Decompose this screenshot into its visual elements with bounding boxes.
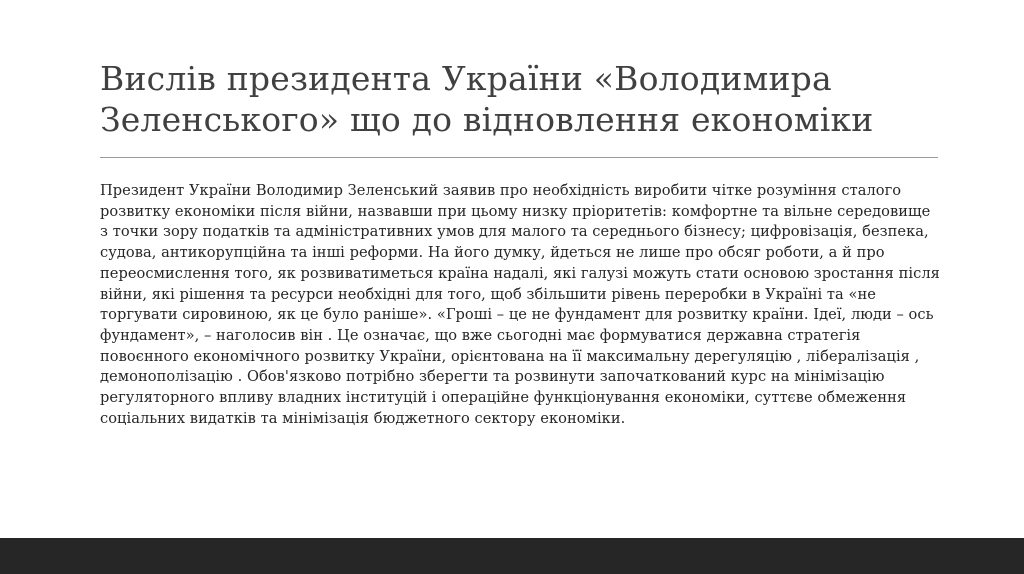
title-divider xyxy=(100,157,938,158)
footer-bar xyxy=(0,538,1024,574)
slide-body-text: Президент України Володимир Зеленський заявив про необхідність виробити чітке розуміння сталого розвитку економіки після війни, назвавши при цьому низку пріоритетів: комфортне та вільне середовище з точки зору податків та адміністративних умов для малого та середнього бізнесу; цифровізація, безпека, судова, антикорупційна та інші реформи. На його думку, йдеться не лише про обсяг роботи, а й про переосмислення того, як розвиватиметься країна надалі, які галузі можуть стати основою зростання після війни, які рішення та ресурси необхідні для того, щоб збільшити рівень переробки в Україні та «не торгувати сировиною, як це було раніше». «Гроші – це не фундамент для розвитку країни. Ідеї, люди – ось фундамент», – наголосив він . Це означає, що вже сьогодні має формуватися державна стратегія повоєнного економічного розвитку України, орієнтована на її максимальну дерегуляцію , лібералізація , демонополізацію . Обов'язково потрібно зберегти та розвинути започаткований курс на мінімізацію регуляторного впливу владних інституцій і операційне функціонування економіки, суттєве обмеження соціальних видатків та мінімізація бюджетного сектору економіки. xyxy=(100,182,940,427)
slide-title: Вислів президента України «Володимира Зеленського» що до відновлення економіки xyxy=(100,59,874,139)
